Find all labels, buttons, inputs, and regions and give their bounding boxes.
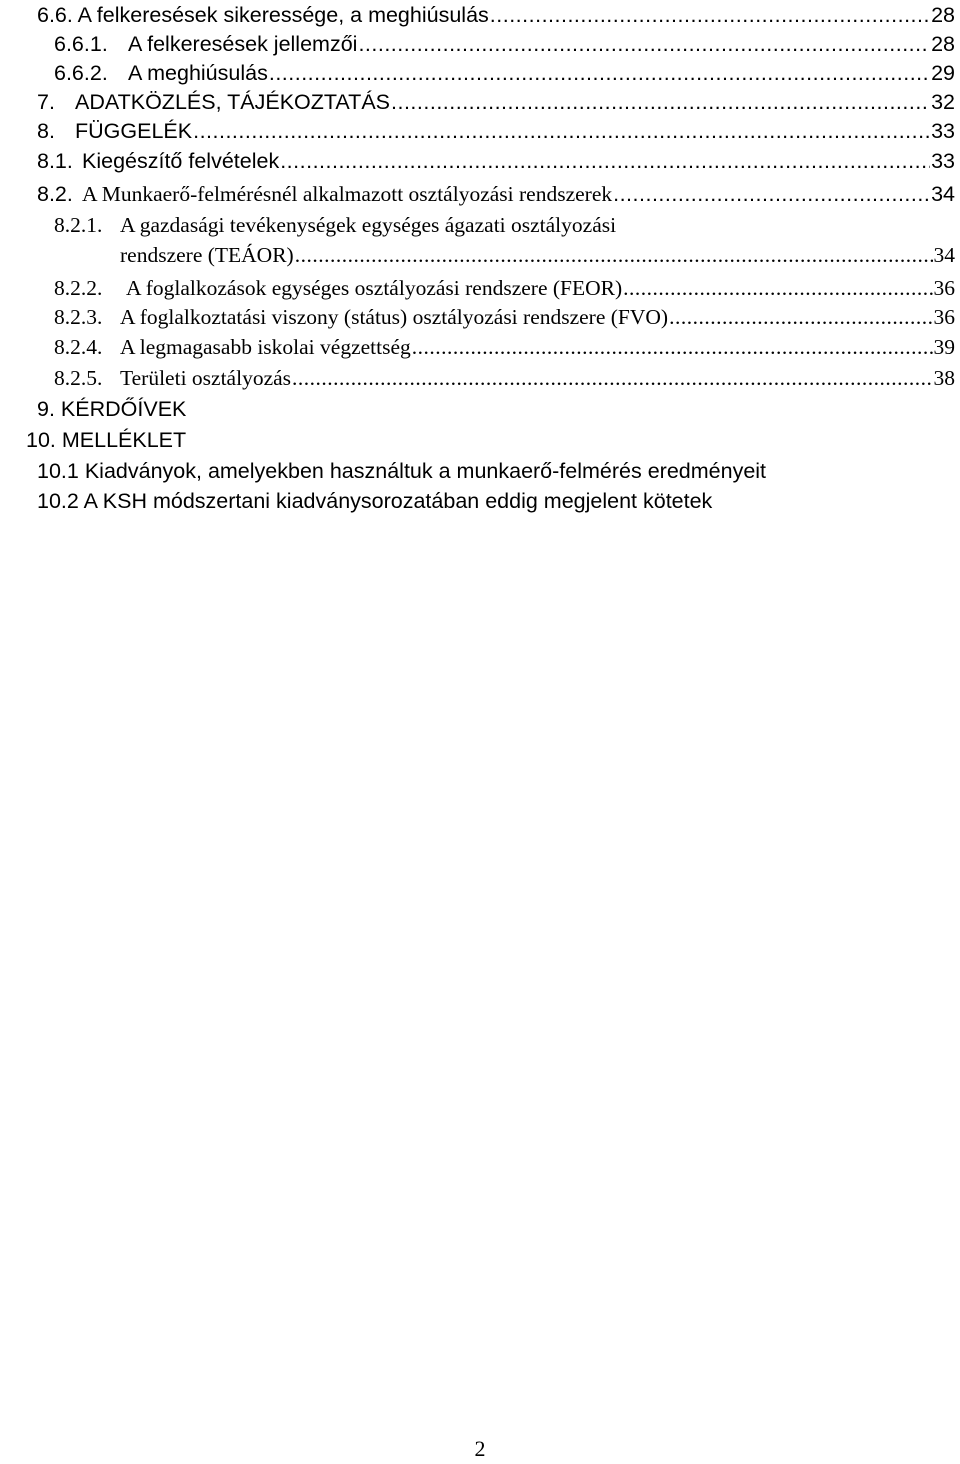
toc-entry-label: 8.2.5. Területi osztályozás bbox=[54, 366, 292, 390]
toc-page-number: 36 bbox=[933, 305, 955, 329]
toc-entry-label: rendszere (TEÁOR) bbox=[120, 243, 294, 267]
toc-entry bbox=[0, 456, 960, 486]
dot-leader bbox=[623, 273, 932, 303]
toc-entry bbox=[0, 425, 960, 455]
toc-entry-label: 8.2.4. A legmagasabb iskolai végzettség bbox=[54, 335, 411, 359]
toc-page-number: 33 bbox=[931, 149, 955, 173]
toc-entry-label: 6.6.2. A meghiúsulás bbox=[54, 61, 268, 85]
toc-entry bbox=[0, 302, 960, 332]
toc-entry-label: 9. KÉRDŐÍVEK bbox=[37, 397, 187, 421]
toc-entry bbox=[0, 87, 960, 117]
dot-leader bbox=[280, 146, 930, 176]
toc-entry-label: 8. FÜGGELÉK bbox=[37, 119, 193, 143]
toc-entry bbox=[0, 29, 960, 59]
dot-leader bbox=[295, 240, 933, 270]
dot-leader bbox=[669, 302, 932, 332]
toc-page-number: 36 bbox=[933, 276, 955, 300]
toc-entry bbox=[0, 394, 960, 424]
toc-entry-label: 6.6.1. A felkeresések jellemzői bbox=[54, 32, 358, 56]
toc-entry-label: 6.6. A felkeresések sikeressége, a meghiúsulás bbox=[37, 3, 489, 27]
toc-entry bbox=[0, 210, 960, 240]
toc-entry-continuation bbox=[0, 240, 960, 270]
toc-entry bbox=[0, 179, 960, 209]
toc-entry-label: 8.2.1. A gazdasági tevékenységek egységes ágazati osztályozási bbox=[54, 213, 617, 237]
toc-entry bbox=[0, 273, 960, 303]
toc-entry bbox=[0, 116, 960, 146]
toc-entry bbox=[0, 58, 960, 88]
toc-entry bbox=[0, 146, 960, 176]
toc-entry-label: 8.2.2. A foglalkozások egységes osztályozási rendszere (FEOR) bbox=[54, 276, 623, 300]
toc-entry bbox=[0, 363, 960, 393]
page-number: 2 bbox=[474, 1436, 486, 1461]
dot-leader bbox=[613, 179, 930, 209]
toc-entry-label: 7. ADATKÖZLÉS, TÁJÉKOZTATÁS bbox=[37, 90, 390, 114]
dot-leader bbox=[292, 363, 932, 393]
toc-page-number: 39 bbox=[933, 335, 955, 359]
toc-entry-label: 8.2. A Munkaerő-felmérésnél alkalmazott osztályozási rendszerek bbox=[37, 182, 613, 206]
toc-page-number: 34 bbox=[931, 182, 955, 206]
dot-leader bbox=[193, 116, 930, 146]
toc-entry-label: 8.1. Kiegészítő felvételek bbox=[37, 149, 280, 173]
toc-entry-label: 10.2 A KSH módszertani kiadványsorozatában eddig megjelent kötetek bbox=[37, 489, 713, 513]
dot-leader bbox=[412, 332, 933, 362]
toc-entry-label: 10. MELLÉKLET bbox=[26, 428, 187, 452]
dot-leader bbox=[490, 0, 930, 30]
toc-page-number: 28 bbox=[931, 32, 955, 56]
dot-leader bbox=[358, 29, 930, 59]
toc-entry bbox=[0, 486, 960, 516]
toc-entry-label: 10.1 Kiadványok, amelyekben használtuk a munkaerő-felmérés eredményeit bbox=[37, 459, 767, 483]
dot-leader bbox=[391, 87, 930, 117]
toc-page-number: 34 bbox=[933, 243, 955, 267]
toc-entry-label: 8.2.3. A foglalkoztatási viszony (státus) osztályozási rendszere (FVO) bbox=[54, 305, 669, 329]
toc-entry bbox=[0, 332, 960, 362]
toc-page-number: 33 bbox=[931, 119, 955, 143]
toc-page-number: 29 bbox=[931, 61, 955, 85]
dot-leader bbox=[269, 58, 930, 88]
toc-entry bbox=[0, 0, 960, 30]
toc-page-number: 28 bbox=[931, 3, 955, 27]
toc-page-number: 38 bbox=[933, 366, 955, 390]
toc-page-number: 32 bbox=[931, 90, 955, 114]
